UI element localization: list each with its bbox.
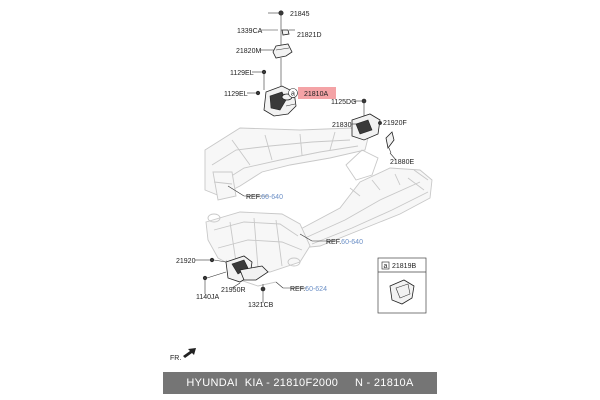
inset-21819b bbox=[378, 258, 426, 313]
callout-21950r: 21950R bbox=[221, 287, 246, 294]
callout-21810a: 21810A bbox=[304, 91, 329, 98]
svg-text:FR.: FR. bbox=[170, 355, 182, 362]
direction-indicator bbox=[170, 348, 196, 362]
svg-text:a: a bbox=[383, 263, 388, 270]
callout-21920: 21920 bbox=[176, 258, 196, 265]
callout-1129el-top: 1129EL bbox=[230, 70, 254, 77]
svg-text:a: a bbox=[291, 90, 295, 98]
callout-1339ca: 1339CA bbox=[237, 28, 263, 35]
callout-21820m: 21820M bbox=[236, 48, 262, 55]
callout-21821d: 21821D bbox=[297, 32, 322, 39]
ref-label-3: REF.60-624 bbox=[290, 286, 327, 293]
callout-21845: 21845 bbox=[290, 11, 310, 18]
callout-21819b: 21819B bbox=[392, 263, 417, 270]
callout-21830: 21830 bbox=[332, 122, 352, 129]
callout-1129el-side: 1129EL bbox=[224, 91, 248, 98]
arrow-icon bbox=[183, 348, 196, 358]
callout-1140ja: 1140JA bbox=[196, 294, 220, 301]
engine-mount-upper bbox=[256, 11, 298, 116]
callout-1125dg: 1125DG bbox=[331, 99, 357, 106]
ref-label-1: REF.60-640 bbox=[246, 194, 283, 201]
callout-21920f: 21920F bbox=[383, 120, 407, 127]
bubble-a bbox=[289, 89, 298, 98]
ref-label-2: REF.60-640 bbox=[326, 239, 363, 246]
callout-1321cb: 1321CB bbox=[248, 302, 274, 309]
callout-21880e: 21880E bbox=[390, 159, 415, 166]
part-number-footer: HYUNDAI KIA - 21810F2000 N - 21810A bbox=[163, 372, 437, 394]
